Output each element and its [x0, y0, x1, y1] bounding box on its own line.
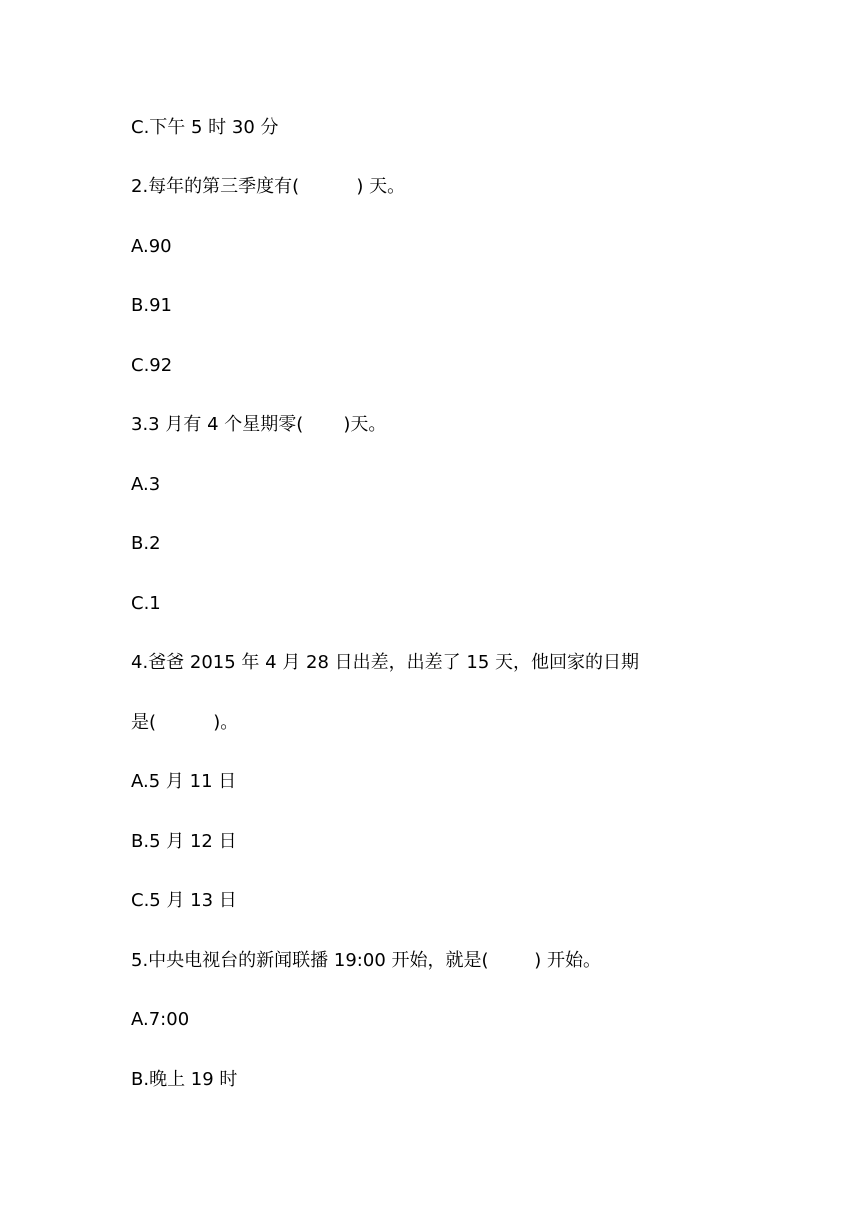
q3-option-b: B.2 [131, 533, 161, 554]
q3-question: 3.3 月有 4 个星期零( )天。 [131, 414, 387, 435]
q1-option-c: C.下午 5 时 30 分 [131, 117, 279, 138]
q4-question-line1: 4.爸爸 2015 年 4 月 28 日出差，出差了 15 天，他回家的日期 [131, 652, 640, 673]
q4-option-c: C.5 月 13 日 [131, 890, 237, 911]
q4-question-line2: 是( )。 [131, 712, 239, 733]
q2-option-b: B.91 [131, 295, 172, 316]
q2-option-c: C.92 [131, 355, 173, 376]
q3-option-a: A.3 [131, 474, 161, 495]
q4-option-b: B.5 月 12 日 [131, 831, 237, 852]
q5-option-a: A.7:00 [131, 1009, 190, 1030]
q3-option-c: C.1 [131, 593, 161, 614]
q5-question: 5.中央电视台的新闻联播 19:00 开始，就是( ) 开始。 [131, 950, 602, 971]
q2-option-a: A.90 [131, 236, 172, 257]
q5-option-b: B.晚上 19 时 [131, 1069, 238, 1090]
q2-question: 2.每年的第三季度有( ) 天。 [131, 176, 406, 197]
q4-option-a: A.5 月 11 日 [131, 771, 237, 792]
